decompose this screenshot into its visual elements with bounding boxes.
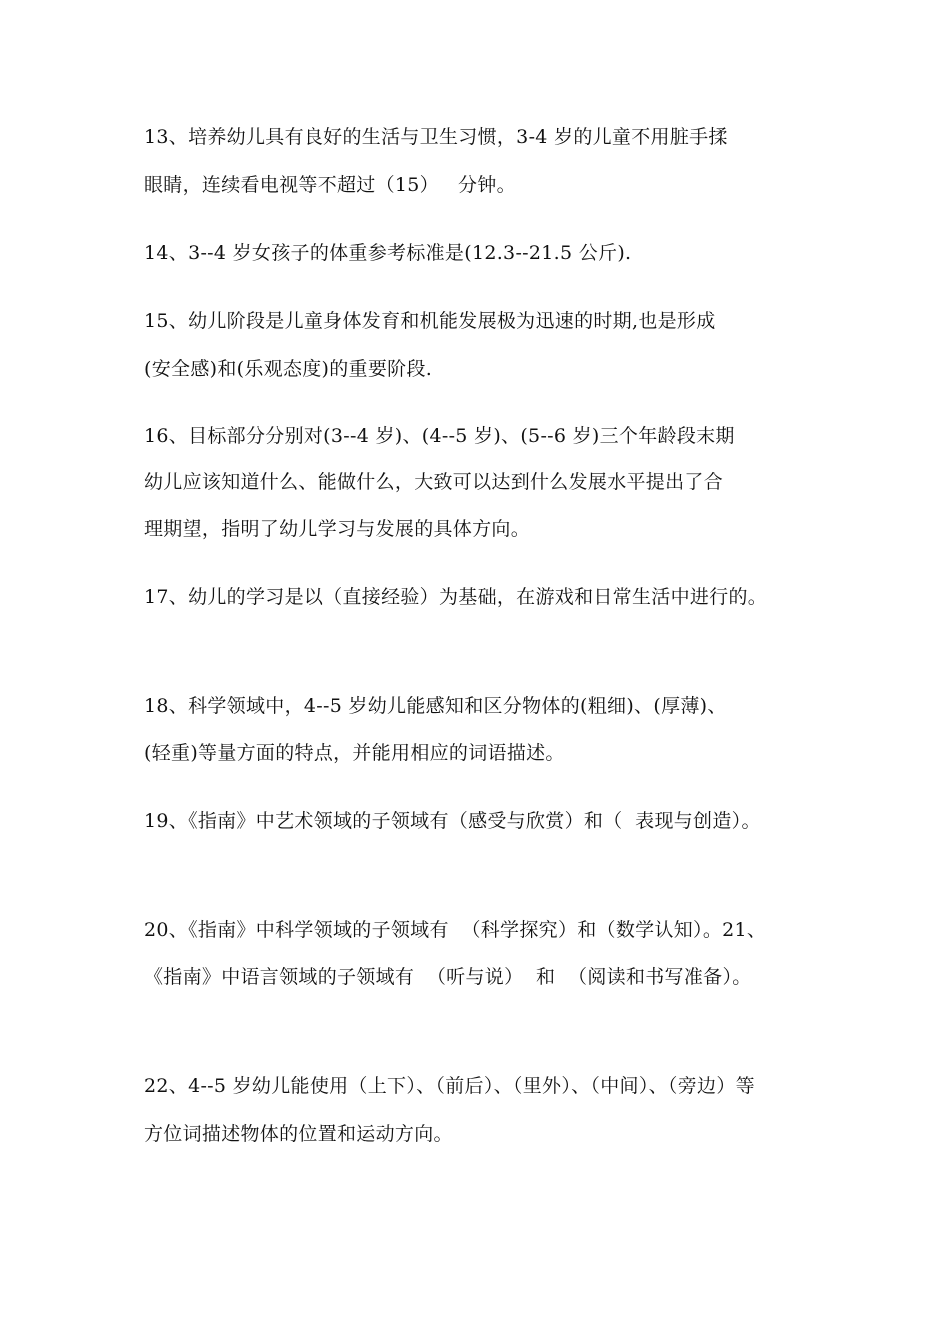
item-15-line-1: 15、幼儿阶段是儿童身体发育和机能发展极为迅速的时期,也是形成 (144, 310, 716, 332)
item-15-line-2: (安全感)和(乐观态度)的重要阶段. (144, 358, 433, 380)
item-14-line-1: 14、3--4 岁女孩子的体重参考标准是(12.3--21.5 公斤). (144, 242, 632, 264)
item-18-line-2: (轻重)等量方面的特点，并能用相应的词语描述。 (144, 742, 565, 764)
item-19-line-1: 19、《指南》中艺术领域的子领域有（感受与欣赏）和（ 表现与创造）。 (144, 810, 761, 832)
item-16-line-3: 理期望，指明了幼儿学习与发展的具体方向。 (144, 518, 531, 540)
item-16-line-2: 幼儿应该知道什么、能做什么，大致可以达到什么发展水平提出了合 (144, 471, 724, 493)
item-16-line-1: 16、目标部分分别对(3--4 岁)、(4--5 岁)、(5--6 岁)三个年龄段末期 (144, 425, 735, 447)
item-18-line-1: 18、科学领域中，4--5 岁幼儿能感知和区分物体的(粗细)、(厚薄)、 (144, 695, 727, 717)
item-20-line-1: 20、《指南》中科学领域的子领域有 （科学探究）和（数学认知）。21、 (144, 919, 767, 941)
item-13-line-2: 眼睛，连续看电视等不超过（15） 分钟。 (144, 174, 516, 196)
item-22-line-1: 22、4--5 岁幼儿能使用（上下）、（前后）、（里外）、（中间）、（旁边）等 (144, 1075, 755, 1097)
item-17-line-1: 17、幼儿的学习是以（直接经验）为基础，在游戏和日常生活中进行的。 (144, 586, 768, 608)
item-20-line-2: 《指南》中语言领域的子领域有 （听与说） 和 （阅读和书写准备）。 (144, 966, 752, 988)
item-22-line-2: 方位词描述物体的位置和运动方向。 (144, 1123, 453, 1145)
item-13-line-1: 13、培养幼儿具有良好的生活与卫生习惯，3-4 岁的儿童不用脏手揉 (144, 126, 728, 148)
